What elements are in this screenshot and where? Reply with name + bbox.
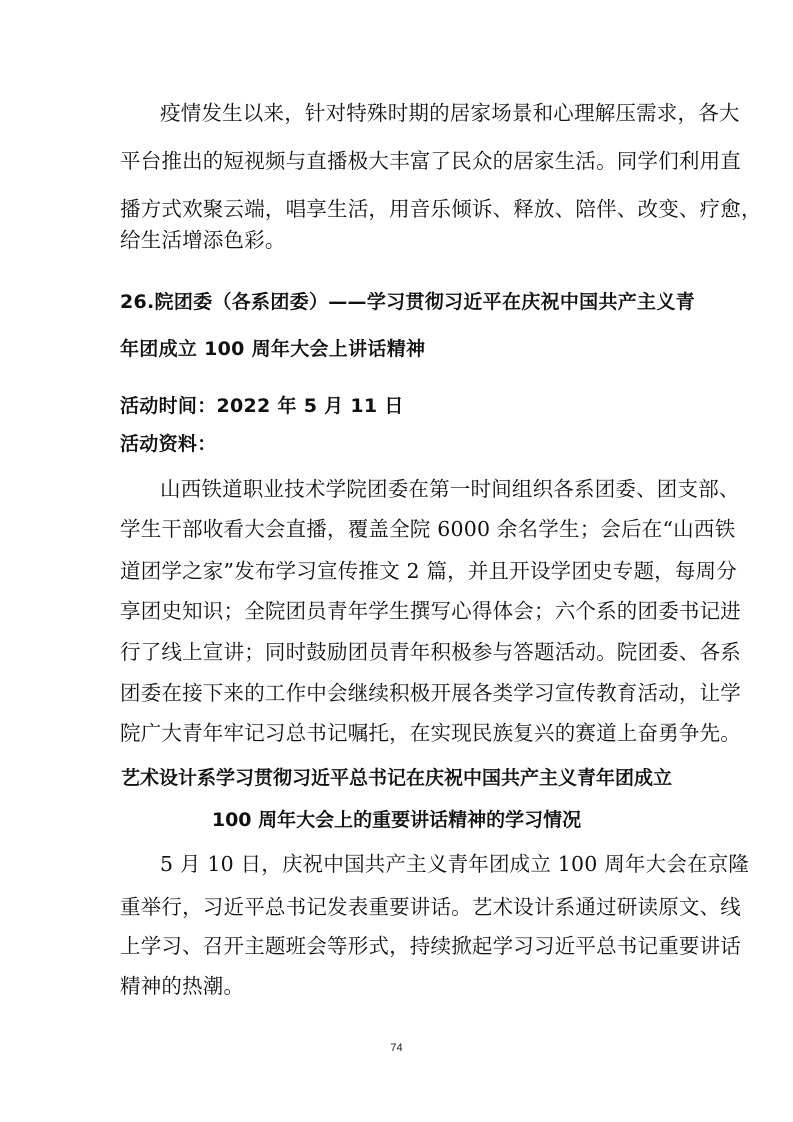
art-paragraph-line-3: 上学习、召开主题班会等形式，持续掀起学习习近平总书记重要讲话	[120, 934, 741, 958]
paragraph-line-5: 行了线上宣讲；同时鼓励团员青年积极参与答题活动。院团委、各系	[120, 640, 741, 664]
paragraph-line-6: 团委在接下来的工作中会继续积极开展各类学习宣传教育活动，让学	[120, 681, 741, 705]
art-paragraph-line-4: 精神的热潮。	[120, 974, 245, 998]
paragraph-line-7: 院广大青年牢记习总书记嘱托，在实现民族复兴的赛道上奋勇争先。	[120, 721, 741, 745]
intro-line-4: 给生活增添色彩。	[120, 228, 286, 252]
intro-line-3: 播方式欢聚云端，唱享生活，用音乐倾诉、释放、陪伴、改变、疗愈，	[120, 197, 762, 221]
paragraph-line-2: 学生干部收看大会直播，覆盖全院 6000 余名学生；会后在“山西铁	[120, 517, 736, 541]
section-title-line-2: 年团成立 100 周年大会上讲话精神	[120, 338, 426, 360]
intro-line-1: 疫情发生以来，针对特殊时期的居家场景和心理解压需求，各大	[160, 101, 740, 125]
paragraph-line-1: 山西铁道职业技术学院团委在第一时间组织各系团委、团支部、	[160, 477, 740, 501]
activity-material-label: 活动资料：	[120, 433, 217, 455]
activity-time: 活动时间：2022 年 5 月 11 日	[120, 395, 404, 417]
intro-line-2: 平台推出的短视频与直播极大丰富了民众的居家生活。同学们利用直	[120, 149, 741, 173]
page-number: 74	[390, 1042, 403, 1054]
art-paragraph-line-1: 5 月 10 日，庆祝中国共产主义青年团成立 100 周年大会在京隆	[160, 852, 750, 876]
paragraph-line-3: 道团学之家”发布学习宣传推文 2 篇，并且开设学团史专题，每周分	[120, 559, 737, 583]
section-title-line-1: 26.院团委（各系团委）——学习贯彻习近平在庆祝中国共产主义青	[120, 291, 695, 313]
art-heading-line-1: 艺术设计系学习贯彻习近平总书记在庆祝中国共产主义青年团成立	[120, 767, 672, 789]
art-heading-line-2: 100 周年大会上的重要讲话精神的学习情况	[211, 809, 582, 831]
art-paragraph-line-2: 重举行，习近平总书记发表重要讲话。艺术设计系通过研读原文、线	[120, 895, 741, 919]
paragraph-line-4: 享团史知识；全院团员青年学生撰写心得体会；六个系的团委书记进	[120, 599, 741, 623]
